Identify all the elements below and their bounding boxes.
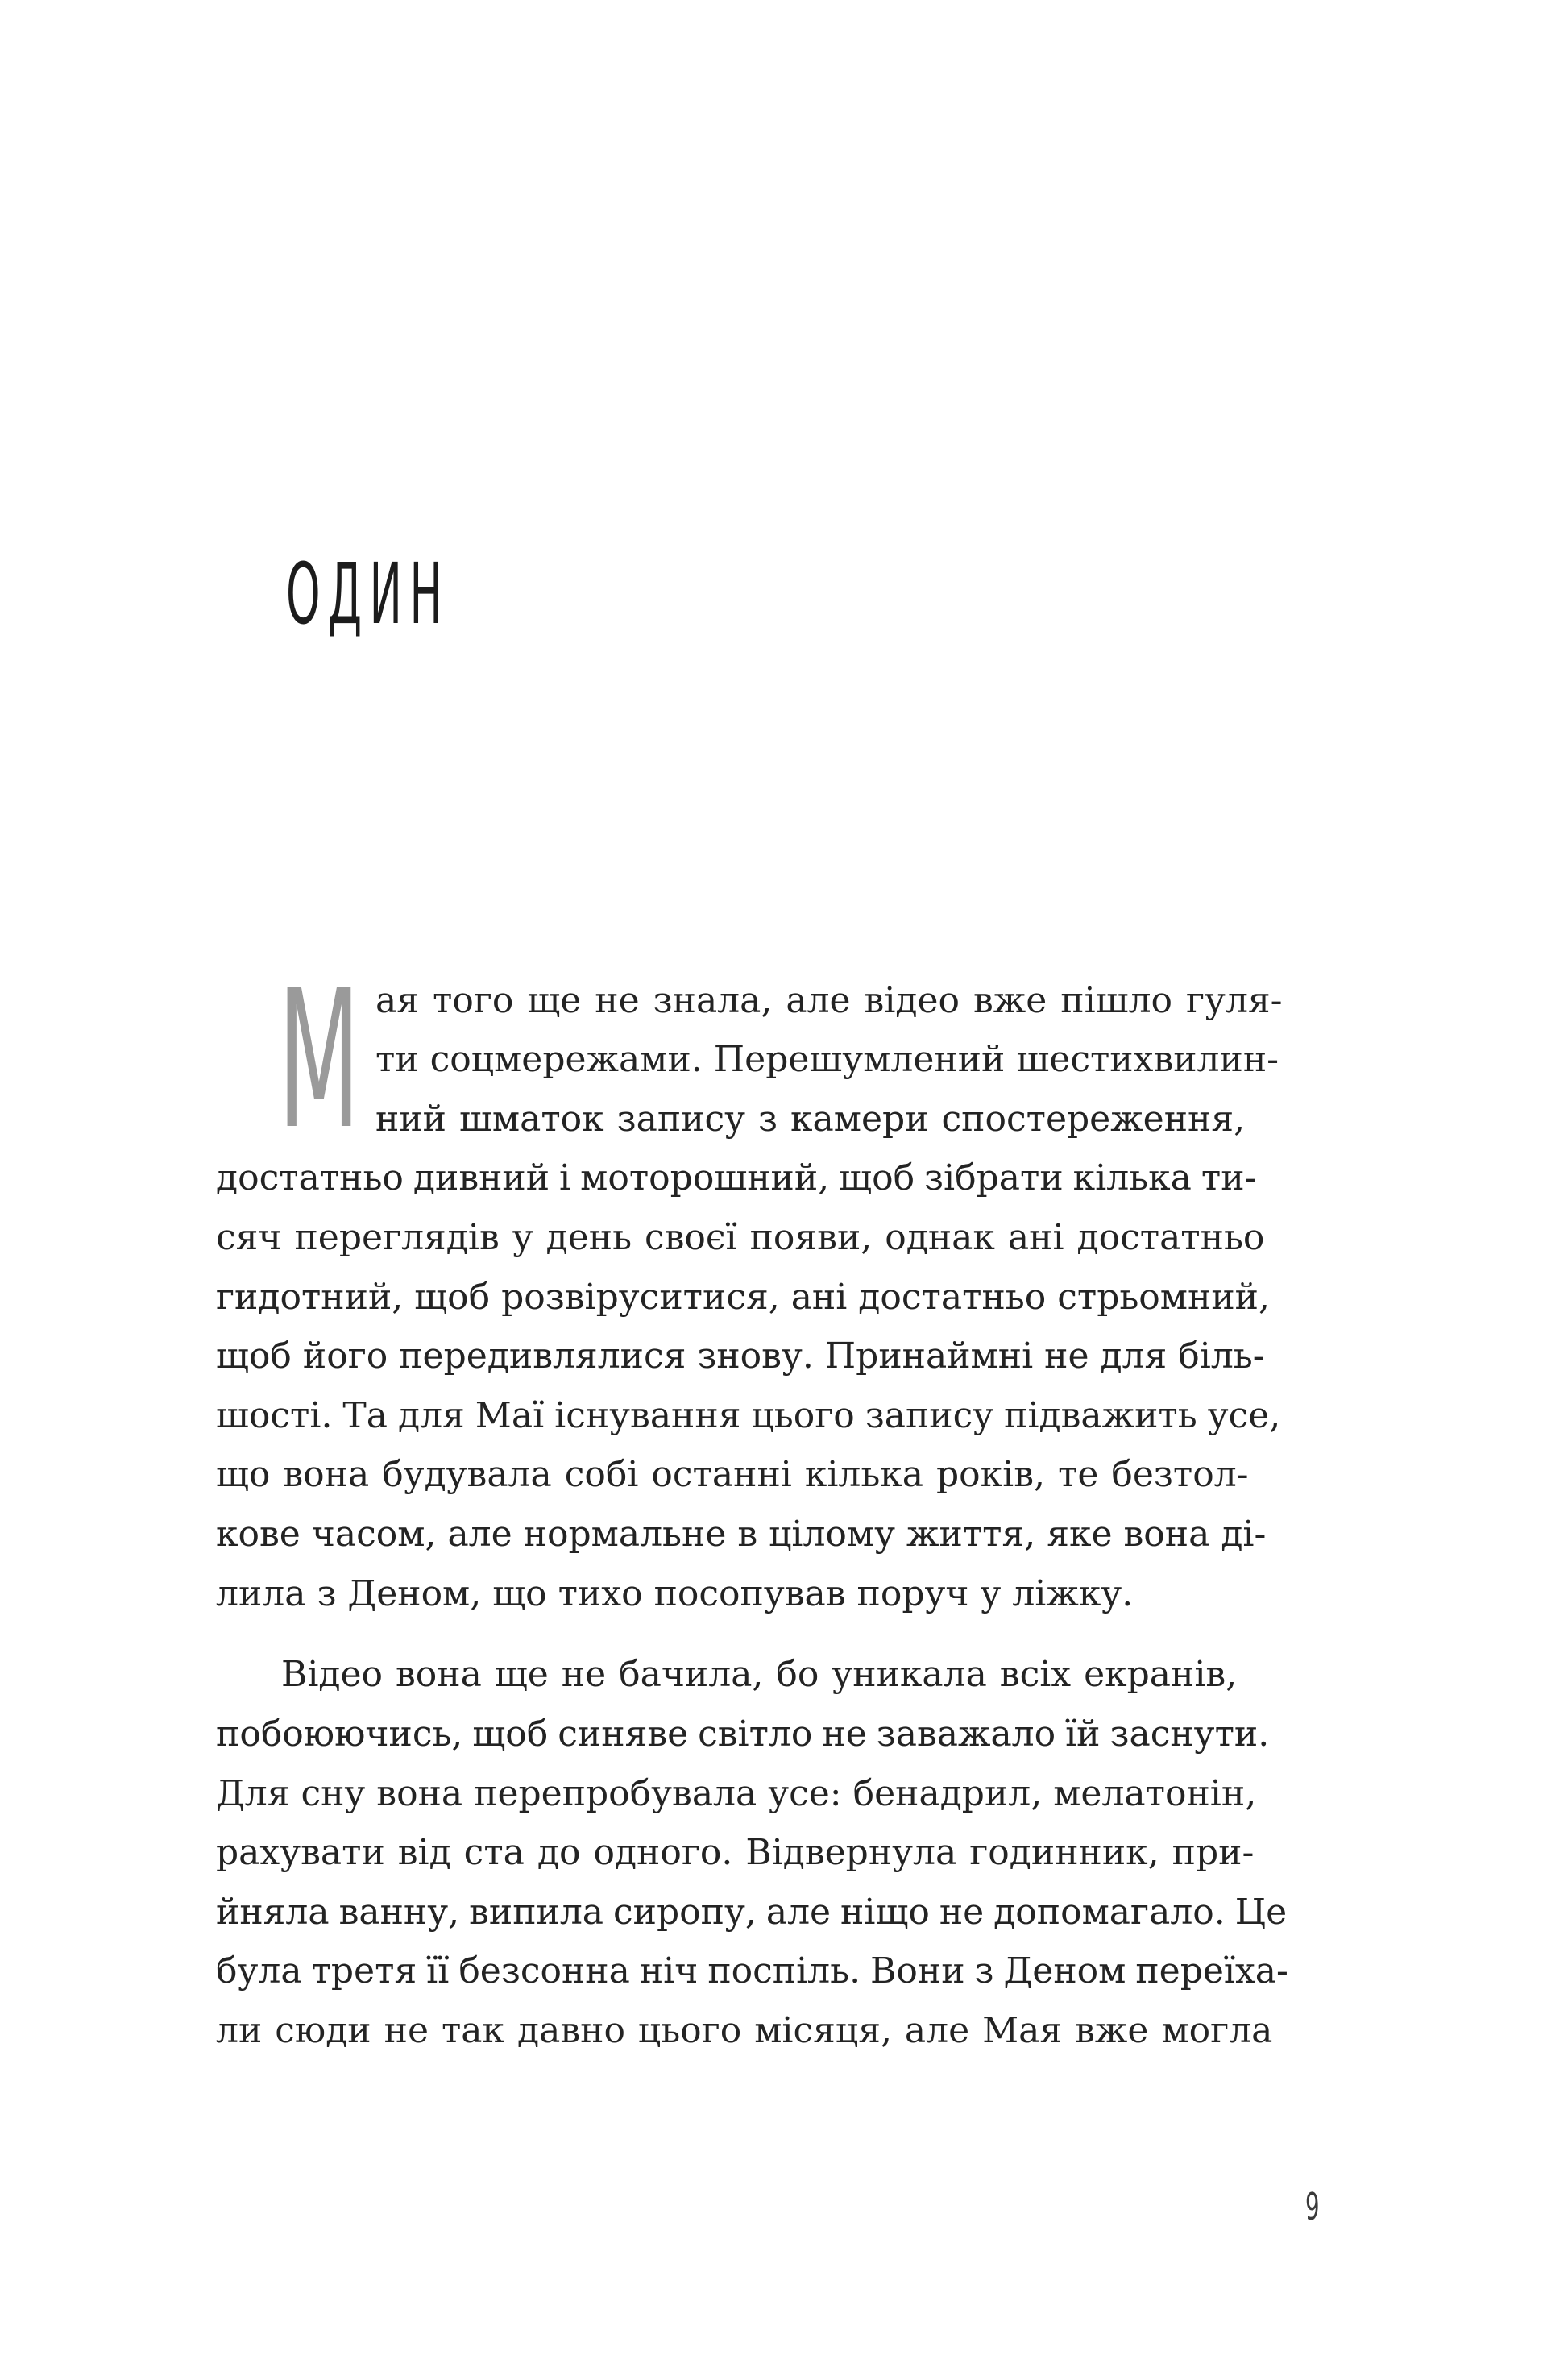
body-line: достатньо дивний і моторошний, щоб зібрати кілька ти-	[216, 1157, 1257, 1198]
body-line: побоюючись, щоб синяве світло не заважало їй заснути.	[216, 1713, 1270, 1755]
body-line: Відео вона ще не бачила, бо уникала всіх екранів,	[281, 1654, 1238, 1695]
body-line: що вона будувала собі останні кілька років, те безтол-	[216, 1454, 1249, 1495]
body-line: ти соцмережами. Перешумлений шестихвилин-	[375, 1039, 1279, 1080]
page-number: 9	[1305, 2185, 1320, 2228]
body-line: лила з Деном, що тихо посопував поруч у ліжку.	[216, 1573, 1134, 1614]
body-line: ая того ще не знала, але відео вже пішло гуля-	[375, 980, 1283, 1021]
body-line: Для сну вона перепробувала усе: бенадрил, мелатонін,	[216, 1773, 1257, 1814]
body-line: шості. Та для Маї існування цього запису підважить усе,	[216, 1395, 1281, 1436]
body-line: сяч переглядів у день своєї появи, однак ані достатньо	[216, 1217, 1265, 1258]
body-line: йняла ванну, випила сиропу, але ніщо не допомагало. Це	[216, 1892, 1288, 1933]
drop-cap: М	[278, 949, 360, 1171]
body-line: ний шматок запису з камери спостереження,	[375, 1099, 1246, 1140]
body-line: рахувати від ста до одного. Відвернула годинник, при-	[216, 1832, 1255, 1873]
body-line: гидотний, щоб розвіруситися, ані достатньо стрьомний,	[216, 1277, 1270, 1318]
body-line: щоб його передивлялися знову. Принаймні не для біль-	[216, 1335, 1265, 1377]
body-line: була третя її безсонна ніч поспіль. Вони з Деном переїха-	[216, 1950, 1288, 1992]
chapter-title: ОДИН	[286, 545, 450, 643]
body-line: ли сюди не так давно цього місяця, але Мая вже могла	[216, 2010, 1273, 2051]
body-line: кове часом, але нормальне в цілому життя, яке вона ді-	[216, 1514, 1267, 1555]
